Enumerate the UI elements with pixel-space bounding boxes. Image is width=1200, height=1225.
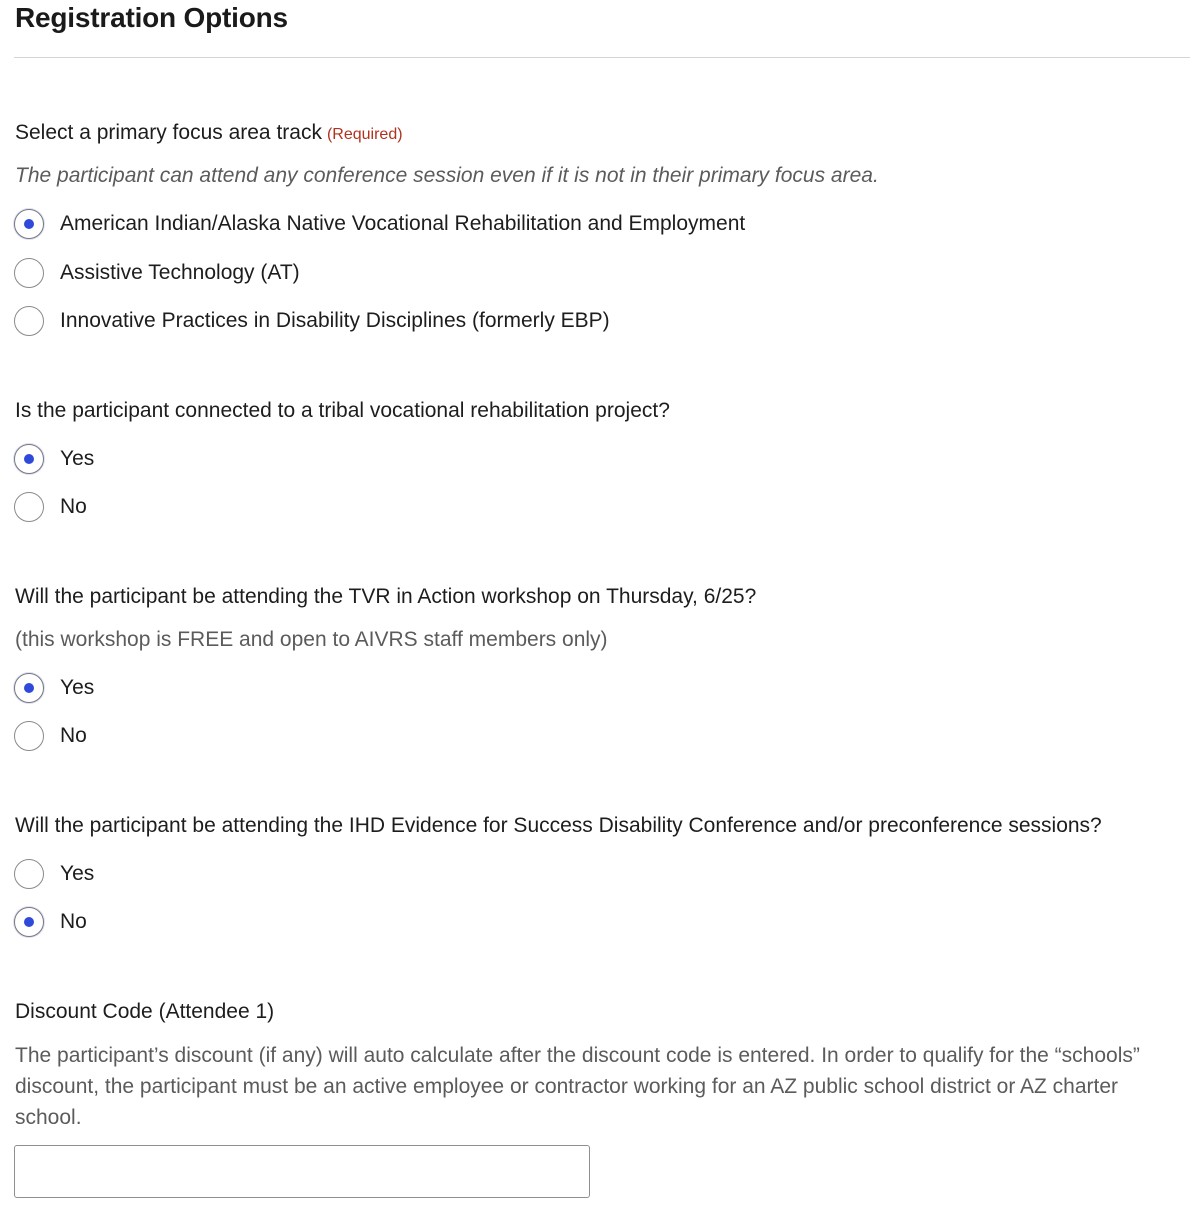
ihd-conference-option-label: No: [60, 910, 87, 933]
tribal-vr-option-no[interactable]: [14, 492, 87, 522]
discount-code-label: Discount Code (Attendee 1): [15, 1000, 275, 1023]
focus-track-hint: The participant can attend any conference session even if it is not in their primary focus area.: [15, 164, 879, 187]
ihd-conference-option-no[interactable]: [14, 907, 87, 937]
radio-button[interactable]: [14, 859, 44, 889]
focus-track-option-aian-vr[interactable]: [14, 209, 745, 239]
radio-button[interactable]: [14, 258, 44, 288]
focus-track-option-assistive-technology[interactable]: [14, 258, 300, 288]
title-divider: [14, 57, 1190, 58]
ihd-conference-question: Will the participant be attending the IHD Evidence for Success Disability Conference and/or preconference sessions?: [15, 814, 1102, 837]
focus-track-question: [15, 119, 403, 149]
radio-button[interactable]: [14, 721, 44, 751]
focus-track-option-innovative-practices[interactable]: [14, 306, 610, 336]
required-label: (Required): [326, 126, 403, 143]
page-title: Registration Options: [15, 2, 288, 33]
tvr-workshop-option-label: Yes: [60, 676, 95, 699]
radio-button[interactable]: [14, 444, 44, 474]
tribal-vr-option-yes[interactable]: [14, 444, 94, 474]
tribal-vr-question: Is the participant connected to a tribal vocational rehabilitation project?: [15, 399, 670, 422]
tvr-workshop-option-no[interactable]: [14, 721, 87, 751]
radio-button[interactable]: [14, 673, 44, 703]
radio-button[interactable]: [14, 306, 44, 336]
focus-track-option-label: Innovative Practices in Disability Disciplines (formerly EBP): [60, 309, 610, 332]
radio-button[interactable]: [14, 209, 44, 239]
tribal-vr-option-label: No: [60, 495, 87, 518]
discount-code-description: The participant’s discount (if any) will auto calculate after the discount code is entered. In order to qualify for the “schools” discount, the participant must be an active employee or contractor working for an AZ public school district or AZ charter school.: [15, 1044, 1140, 1129]
tvr-workshop-option-label: No: [60, 724, 87, 747]
focus-track-question-text: Select a primary focus area track: [15, 121, 322, 144]
tvr-workshop-option-yes[interactable]: [14, 673, 94, 703]
radio-button[interactable]: [14, 907, 44, 937]
focus-track-option-label: American Indian/Alaska Native Vocational Rehabilitation and Employment: [60, 212, 746, 235]
radio-button[interactable]: [14, 492, 44, 522]
tvr-workshop-question: Will the participant be attending the TVR in Action workshop on Thursday, 6/25?: [15, 585, 757, 608]
focus-track-option-label: Assistive Technology (AT): [60, 261, 300, 284]
ihd-conference-option-label: Yes: [60, 862, 95, 885]
discount-code-input[interactable]: [14, 1145, 590, 1198]
tvr-workshop-hint: (this workshop is FREE and open to AIVRS staff members only): [15, 628, 608, 651]
ihd-conference-option-yes[interactable]: [14, 859, 94, 889]
tribal-vr-option-label: Yes: [60, 447, 95, 470]
